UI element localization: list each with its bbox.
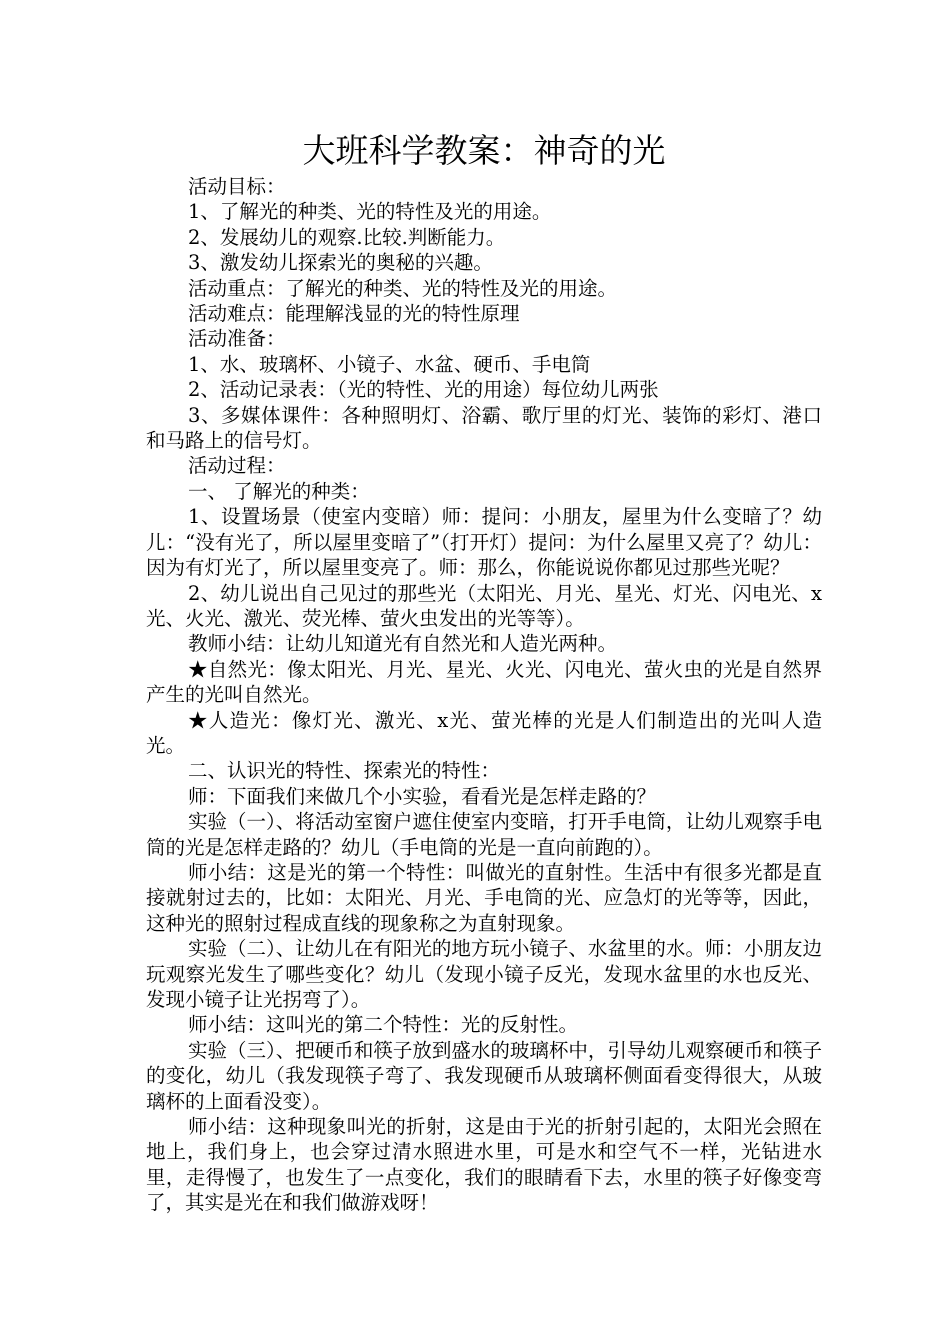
- body-paragraph: 实验（二）、让幼儿在有阳光的地方玩小镜子、水盆里的水。师：小朋友边玩观察光发生了哪些变化？幼儿（发现小镜子反光，发现水盆里的水也反光、发现小镜子让光拐弯了）。: [146, 937, 822, 1011]
- preparation-item: 3、多媒体课件：各种照明灯、浴霸、歌厅里的灯光、装饰的彩灯、港口和马路上的信号灯。: [146, 403, 822, 453]
- preparation-item: 1、水、玻璃杯、小镜子、水盆、硬币、手电筒: [188, 352, 591, 376]
- goal-item: 3、激发幼儿探索光的奥秘的兴趣。: [188, 251, 493, 275]
- body-paragraph: 实验（一）、将活动室窗户遮住使室内变暗，打开手电筒，让幼儿观察手电筒的光是怎样走路的？幼儿（手电筒的光是一直向前跑的）。: [146, 810, 822, 859]
- body-paragraph: 师小结：这种现象叫光的折射，这是由于光的折射引起的，太阳光会照在地上，我们身上，也会穿过清水照进水里，可是水和空气不一样，光钻进水里，走得慢了，也发生了一点变化，我们的眼睛看下去，水里的筷子好像变弯了，其实是光在和我们做游戏呀！: [146, 1115, 822, 1215]
- difficult-point: 活动难点：能理解浅显的光的特性原理: [188, 302, 520, 326]
- body-paragraph: ★自然光：像太阳光、月光、星光、火光、闪电光、萤火虫的光是自然界产生的光叫自然光。: [146, 657, 822, 707]
- body-paragraph: 教师小结：让幼儿知道光有自然光和人造光两种。: [188, 632, 618, 656]
- section-heading-process: 活动过程：: [188, 454, 286, 478]
- body-paragraph: ★人造光：像灯光、激光、x光、萤光棒的光是人们制造出的光叫人造光。: [146, 708, 822, 757]
- body-paragraph: 1、设置场景（使室内变暗）师：提问：小朋友，屋里为什么变暗了？幼儿：“没有光了，所以屋里变暗了”（打开灯）提问：为什么屋里又亮了？幼儿：因为有灯光了，所以屋里变亮了。师：那么，你能说说你都见过那些光呢？: [146, 505, 822, 580]
- goal-item: 1、了解光的种类、光的特性及光的用途。: [188, 200, 552, 224]
- body-paragraph: 师小结：这叫光的第二个特性：光的反射性。: [188, 1013, 579, 1037]
- document-title: 大班科学教案：神奇的光: [302, 131, 666, 170]
- section-heading-preparation: 活动准备：: [188, 327, 286, 351]
- subsection-heading: 一、 了解光的种类：: [188, 479, 370, 503]
- preparation-item: 2、活动记录表：（光的特性、光的用途）每位幼儿两张: [188, 378, 659, 402]
- goal-item: 2、发展幼儿的观察.比较.判断能力。: [188, 225, 506, 249]
- subsection-heading: 二、认识光的特性、探索光的特性：: [188, 759, 501, 783]
- body-paragraph: 师小结：这是光的第一个特性：叫做光的直射性。生活中有很多光都是直接就射过去的，比如：太阳光、月光、手电筒的光、应急灯的光等等，因此，这种光的照射过程成直线的现象称之为直射现象。: [146, 860, 822, 935]
- document-content: [146, 128, 822, 1216]
- section-heading-goals: 活动目标：: [188, 175, 286, 198]
- body-paragraph: 师：下面我们来做几个小实验，看看光是怎样走路的？: [188, 784, 657, 808]
- body-paragraph: 2、幼儿说出自己见过的那些光（太阳光、月光、星光、灯光、闪电光、x光、火光、激光、荧光棒、萤火虫发出的光等等）。: [146, 581, 822, 630]
- body-paragraph: 实验（三）、把硬币和筷子放到盛水的玻璃杯中，引导幼儿观察硬币和筷子的变化，幼儿（我发现筷子弯了、我发现硬币从玻璃杯侧面看变得很大，从玻璃杯的上面看没变）。: [146, 1038, 822, 1113]
- key-point: 活动重点：了解光的种类、光的特性及光的用途。: [188, 276, 618, 300]
